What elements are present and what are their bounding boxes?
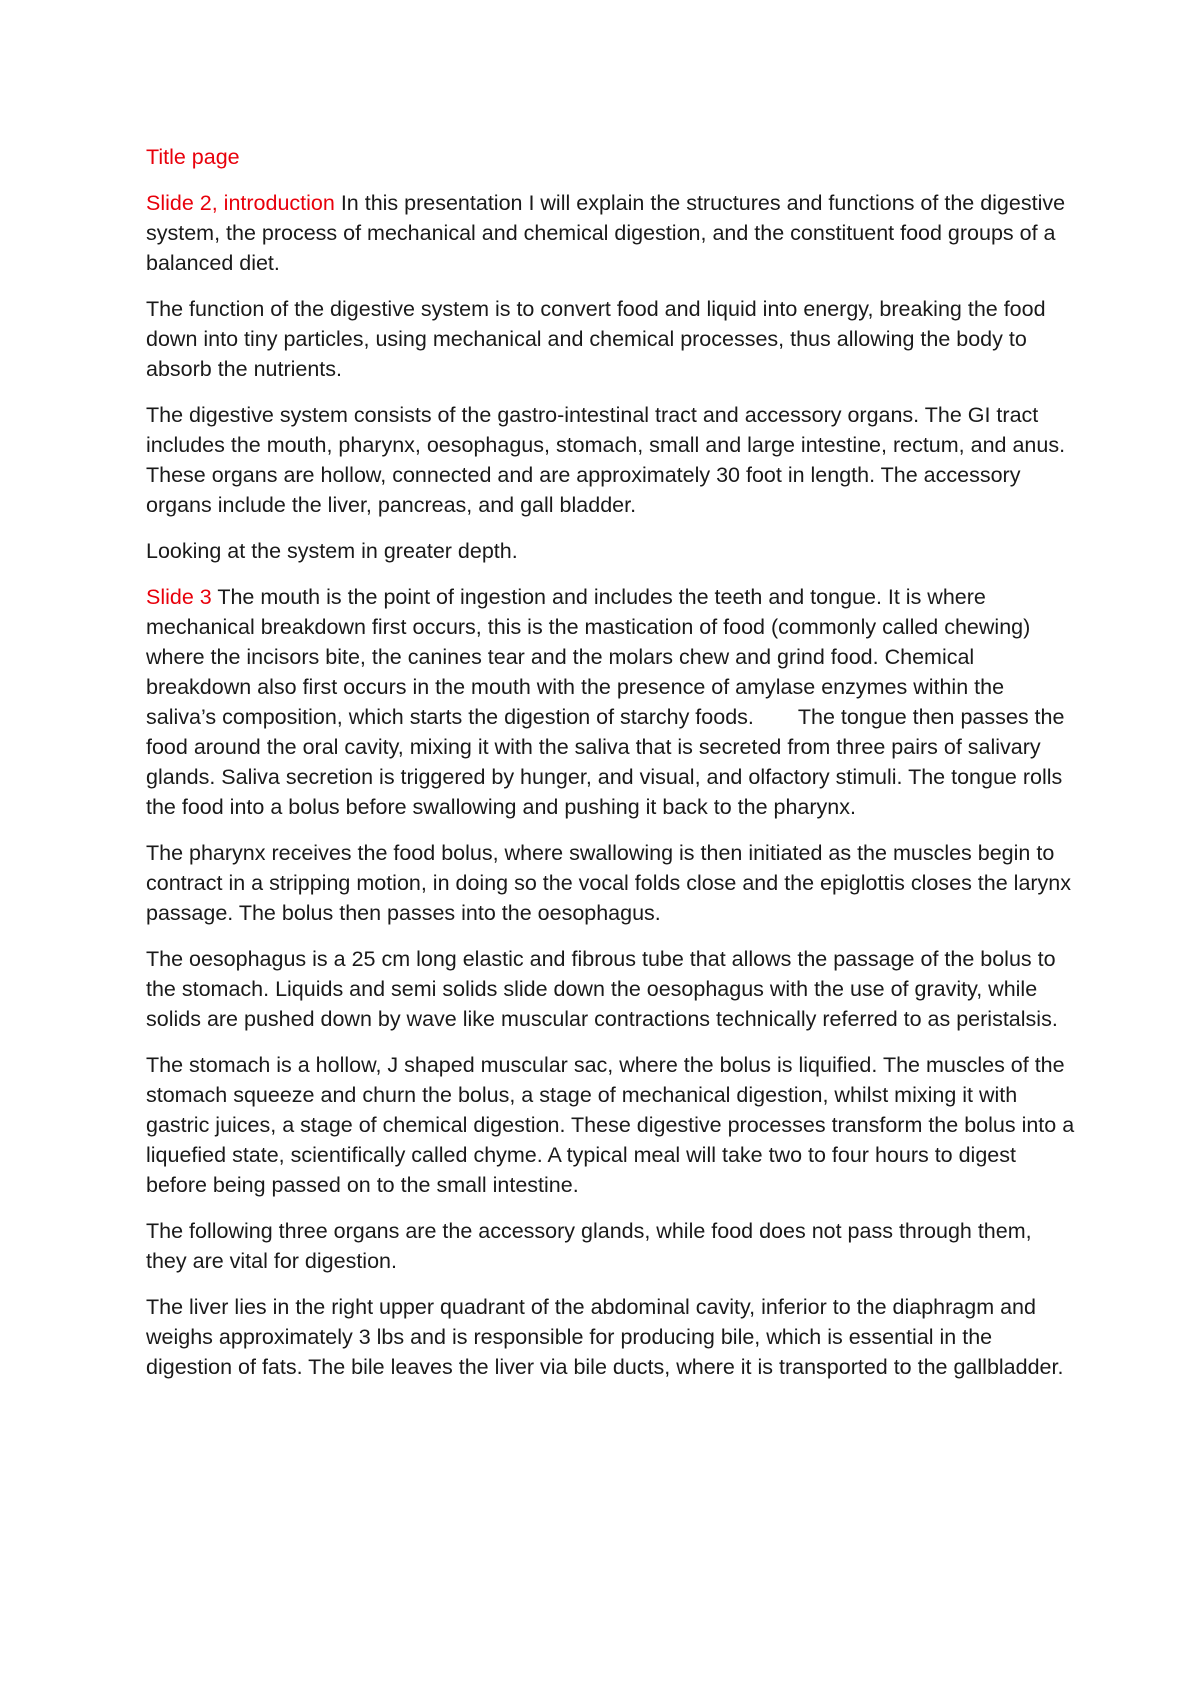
paragraph-introduction — [146, 188, 1076, 278]
paragraph-system-overview — [146, 400, 1076, 520]
paragraph-oesophagus — [146, 944, 1076, 1034]
paragraph-text: The liver lies in the right upper quadrant of the abdominal cavity, inferior to the diaphragm and weighs approximately 3 lbs and is responsible for producing bile, which is essential in the digestion of fats. The bile leaves the liver via bile ducts, where it is transported to the gallbladder. — [146, 1295, 1064, 1379]
paragraph-text: The digestive system consists of the gastro-intestinal tract and accessory organs. The GI tract includes the mouth, pharynx, oesophagus, stomach, small and large intestine, rectum, and anus. These organs are hollow, connected and are approximately 30 foot in length. The accessory organs include the liver, pancreas, and gall bladder. — [146, 403, 1066, 517]
paragraph-text: Looking at the system in greater depth. — [146, 539, 518, 563]
paragraph-liver — [146, 1292, 1076, 1382]
page-title: Title page — [146, 145, 240, 169]
paragraph-text: The mouth is the point of ingestion and includes the teeth and tongue. It is where mechanical breakdown first occurs, this is the mastication of food (commonly called chewing) where the incisors bite, the canines tear and the molars chew and grind food. Chemical breakdown also first occurs in the mouth with the presence of amylase enzymes within the saliva’s composition, which starts the digestion of starchy foods. — [146, 585, 1031, 729]
paragraph-mouth — [146, 582, 1076, 822]
paragraph-text: The function of the digestive system is to convert food and liquid into energy, breaking the food down into tiny particles, using mechanical and chemical processes, thus allowing the body to absorb the nutrients. — [146, 297, 1046, 381]
paragraph-function — [146, 294, 1076, 384]
paragraph-text-continued: The tongue then passes the food around the oral cavity, mixing it with the saliva that is secreted from three pairs of salivary glands. Saliva secretion is triggered by hunger, and visual, and olfactory stimuli. The tongue rolls the food into a bolus before swallowing and pushing it back to the pharynx. — [146, 705, 1065, 819]
paragraph-depth — [146, 536, 1076, 566]
paragraph-pharynx — [146, 838, 1076, 928]
paragraph-text: The stomach is a hollow, J shaped muscular sac, where the bolus is liquified. The muscles of the stomach squeeze and churn the bolus, a stage of mechanical digestion, whilst mixing it with gastric juices, a stage of chemical digestion. These digestive processes transform the bolus into a liquefied state, scientifically called chyme. A typical meal will take two to four hours to digest before being passed on to the small intestine. — [146, 1053, 1075, 1197]
paragraph-text: The pharynx receives the food bolus, where swallowing is then initiated as the muscles begin to contract in a stripping motion, in doing so the vocal folds close and the epiglottis closes the larynx passage. The bolus then passes into the oesophagus. — [146, 841, 1072, 925]
document-body — [146, 142, 1076, 1398]
paragraph-stomach — [146, 1050, 1076, 1200]
paragraph-text: The following three organs are the accessory glands, while food does not pass through them, they are vital for digestion. — [146, 1219, 1032, 1273]
slide-label: Slide 2, introduction — [146, 191, 335, 215]
paragraph-text: The oesophagus is a 25 cm long elastic and fibrous tube that allows the passage of the bolus to the stomach. Liquids and semi solids slide down the oesophagus with the use of gravity, while solids are pushed down by wave like muscular contractions technically referred to as peristalsis. — [146, 947, 1058, 1031]
paragraph-text: In this presentation I will explain the structures and functions of the digestive system, the process of mechanical and chemical digestion, and the constituent food groups of a balanced diet. — [146, 191, 1066, 275]
paragraph-accessory-glands — [146, 1216, 1076, 1276]
slide-label: Slide 3 — [146, 585, 212, 609]
